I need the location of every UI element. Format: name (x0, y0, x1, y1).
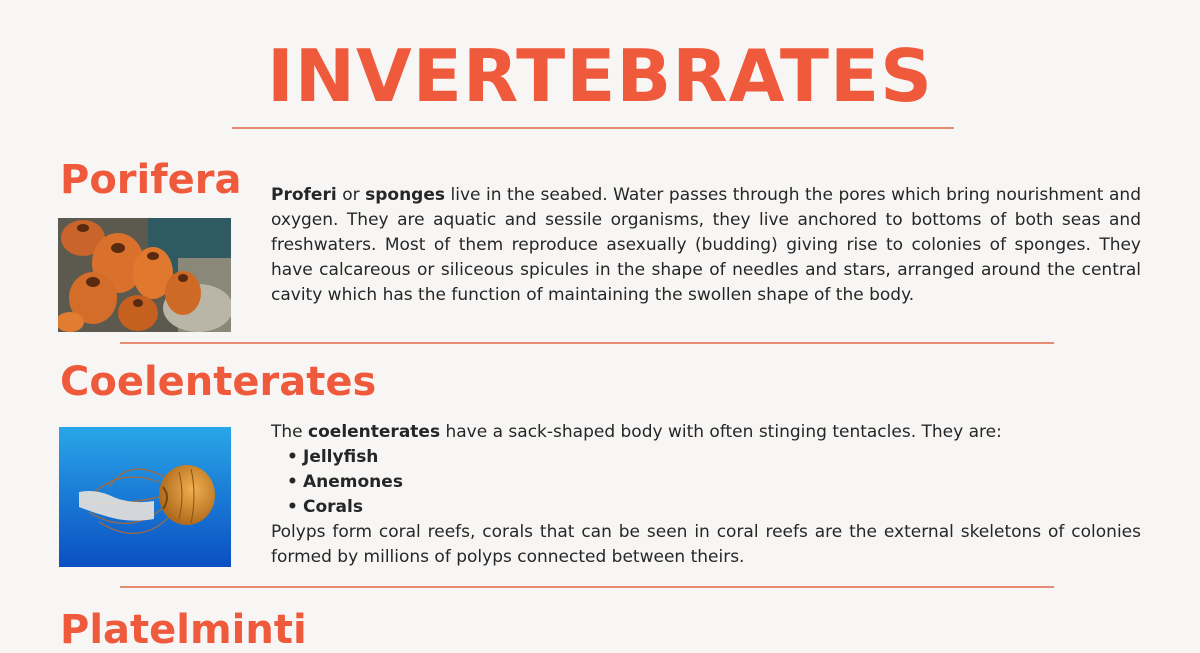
text-fragment: or (336, 185, 366, 205)
section-divider (120, 342, 1054, 344)
list-item: • Corals (303, 495, 1141, 520)
coral-reef-paragraph: Polyps form coral reefs, corals that can be seen in coral reefs are the external skeletons of colonies formed by millions of polyps connected between theirs. (271, 522, 1141, 567)
jellyfish-photo (59, 427, 231, 567)
section-heading-porifera: Porifera (60, 157, 242, 203)
title-divider (232, 127, 954, 129)
section-heading-coelenterates: Coelenterates (60, 359, 377, 405)
section-heading-platelminti: Platelminti (60, 607, 307, 653)
list-item: • Anemones (303, 470, 1141, 495)
coelenterates-list (271, 445, 1141, 520)
porifera-description (271, 183, 1141, 308)
text-fragment: The (271, 422, 309, 442)
list-item: • Jellyfish (303, 445, 1141, 470)
term-coelenterates: coelenterates (308, 422, 441, 442)
section-divider (120, 586, 1054, 588)
term-proferi: Proferi (271, 185, 337, 205)
sponge-photo (58, 218, 231, 332)
coelenterates-description (271, 420, 1141, 570)
coelenterates-intro (271, 420, 1141, 445)
text-fragment: live in the seabed. Water passes through the pores which bring nourishment and oxygen. They are aquatic and sessile organisms, they live anchored to bottoms of both seas and freshwaters. Most of them reproduce asexually (budding) giving rise to colonies of sponges. They have calcareous or siliceous spicules in the shape of needles and stars, arranged around the central cavity which has the function of maintaining the swollen shape of the body. (271, 185, 1141, 305)
term-sponges: sponges (365, 185, 445, 205)
text-fragment: have a sack-shaped body with often stinging tentacles. They are: (440, 422, 1002, 442)
page-title: INVERTEBRATES (266, 34, 934, 118)
